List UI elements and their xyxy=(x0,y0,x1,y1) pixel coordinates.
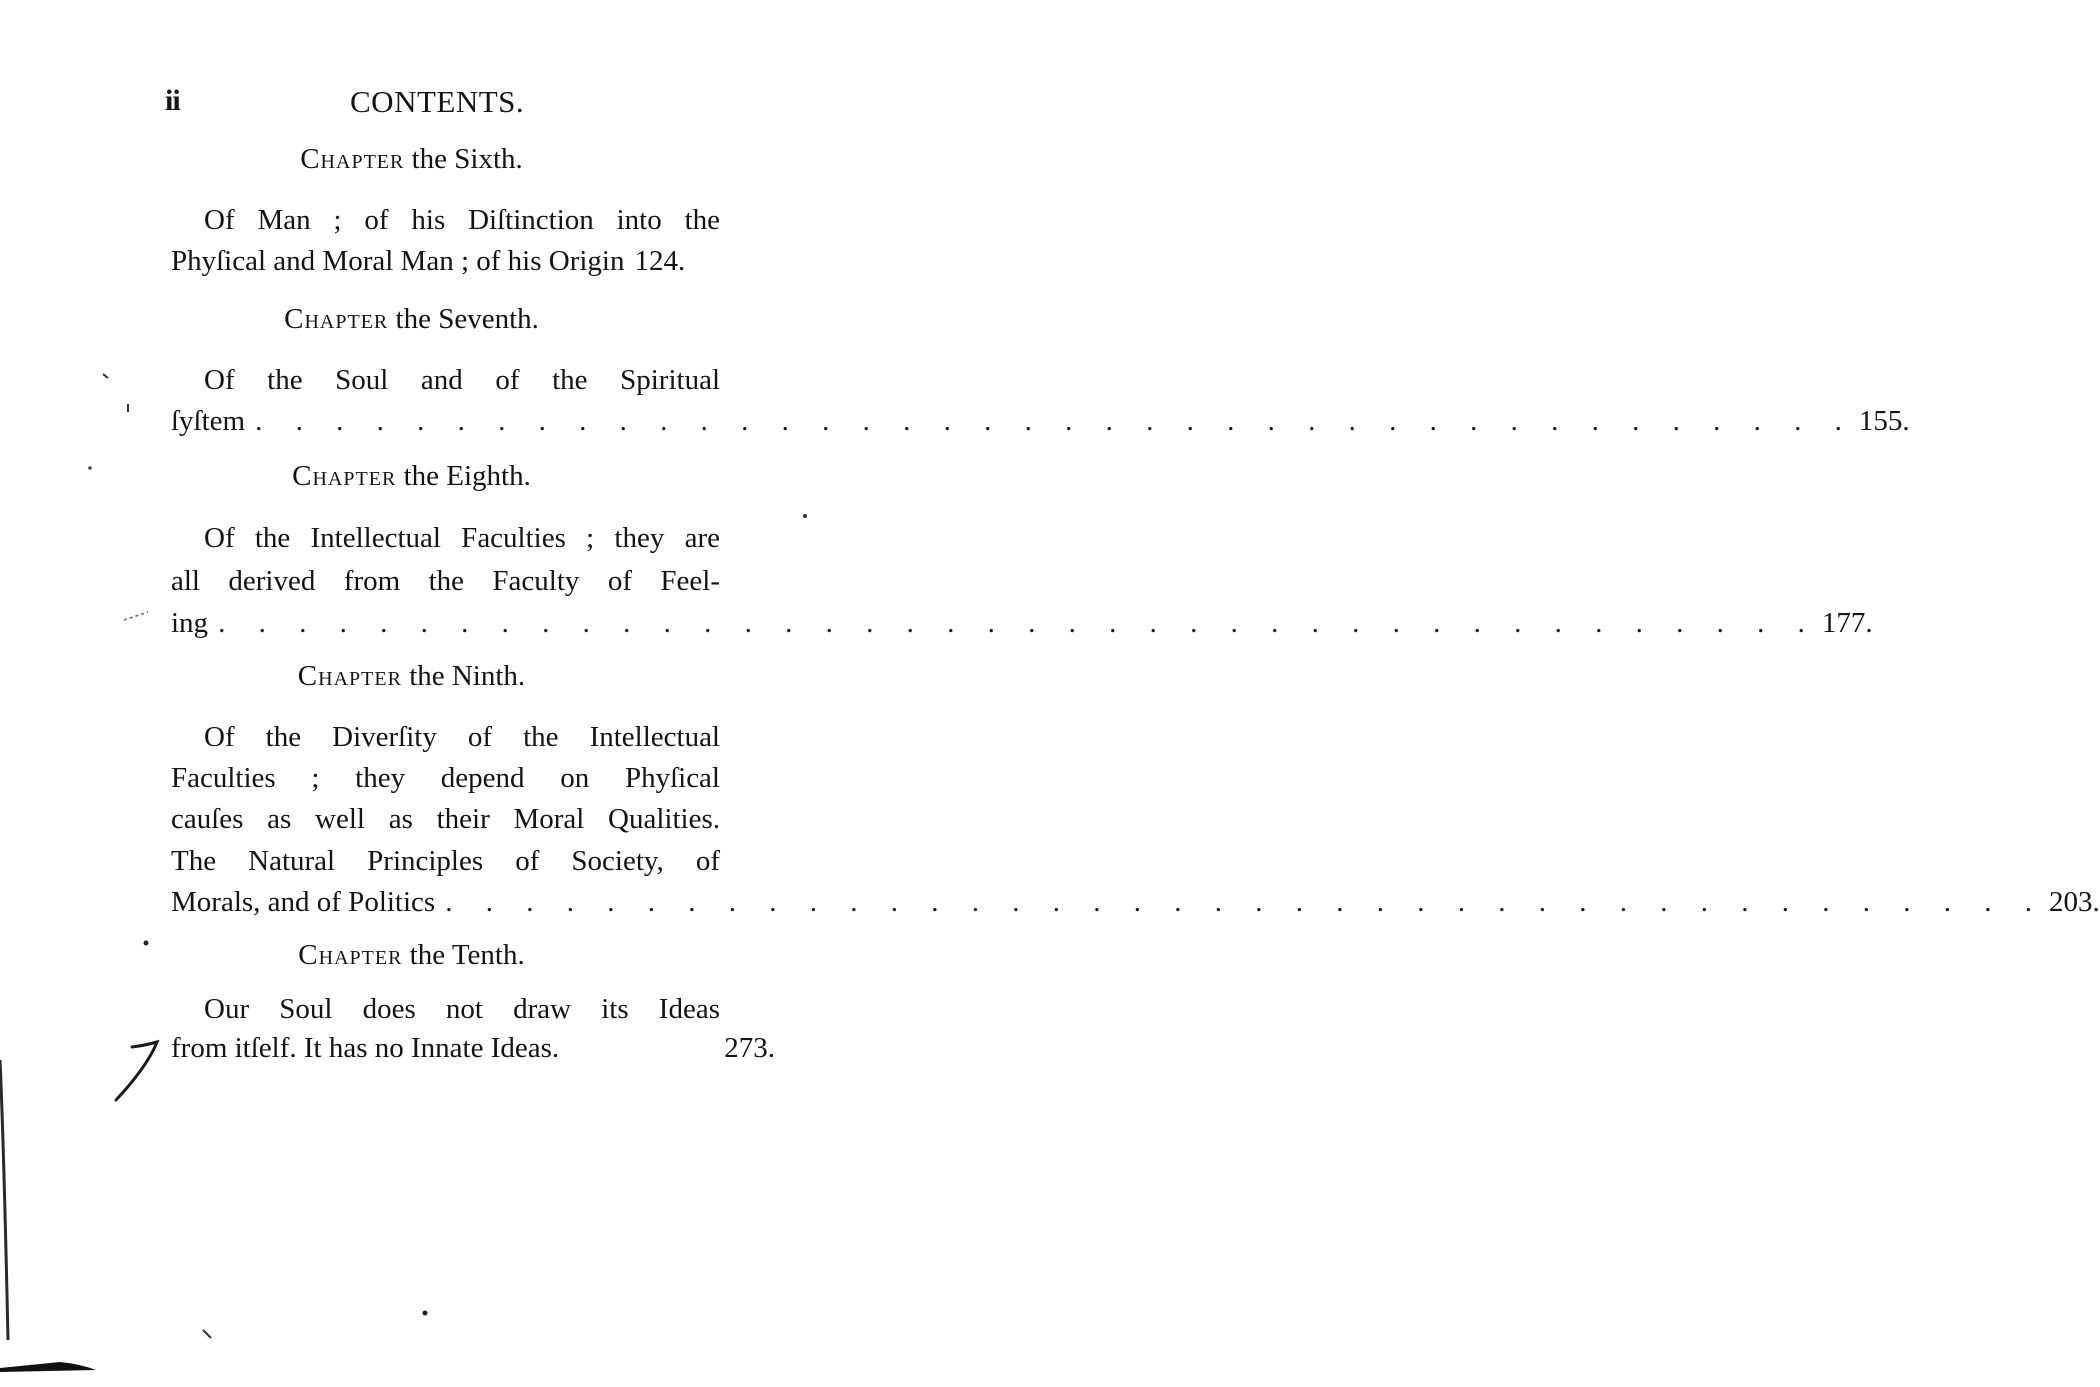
entry-page-ref: 177. xyxy=(1821,607,1873,639)
dot-leader: . . . . . . . . . . . . . . . . . . . . . . . . . . . . . . . . . . . . . . . . xyxy=(218,607,1818,639)
chapter-ordinal: the Seventh. xyxy=(388,303,539,335)
entry-line: Morals, and of Politics xyxy=(171,886,436,918)
entry-leader-line xyxy=(171,401,1910,441)
chapter-word: Chapter xyxy=(297,660,402,692)
entry-line: Of the Soul and of the Spiritual xyxy=(204,364,720,396)
page-title: CONTENTS. xyxy=(350,84,525,119)
entry-line: ſyſtem xyxy=(171,405,246,437)
dot-leader: . . . . . . . . . . . . . . . . . . . . . . . . . . . . . . . . . . . . . . . . xyxy=(445,886,2045,918)
chapter-ordinal: the Sixth. xyxy=(404,143,523,175)
entry-line: Phyſical and Moral Man ; of his Origin xyxy=(171,245,625,277)
chapter-heading-sixth xyxy=(0,143,823,176)
entry-page-ref: 124. xyxy=(634,245,686,277)
entry-page-ref: 155. xyxy=(1858,405,1910,437)
entry-line: The Natural Principles of Society, of xyxy=(171,845,720,877)
chapter-ordinal: the Eighth. xyxy=(396,460,531,492)
handwritten-seven-mark xyxy=(116,1042,157,1100)
entry-leader-line xyxy=(171,1028,775,1068)
edge-tick xyxy=(103,374,108,378)
chapter-heading-seventh xyxy=(0,303,823,336)
entry-line: cauſes as well as their Moral Qualities. xyxy=(171,803,720,835)
chapter-word: Chapter xyxy=(298,939,403,971)
chapter-heading-eighth xyxy=(0,460,823,493)
page-edge-shadow xyxy=(0,1060,8,1340)
chapter-word: Chapter xyxy=(292,460,397,492)
speck xyxy=(803,514,807,518)
chapter-heading-ninth xyxy=(0,660,823,693)
page-number: ii xyxy=(165,84,180,117)
entry-line: from itſelf. It has no Innate Ideas. xyxy=(171,1032,560,1064)
chapter-word: Chapter xyxy=(284,303,389,335)
chapter-heading-tenth xyxy=(0,939,823,972)
running-head xyxy=(165,84,725,124)
edge-tick xyxy=(124,612,148,620)
entry-line: all derived from the Faculty of Feel- xyxy=(171,565,720,597)
entry-line: Of the Diverſity of the Intellectual xyxy=(204,721,720,753)
entry-line: Our Soul does not draw its Ideas xyxy=(204,993,720,1025)
entry-line: Faculties ; they depend on Phyſical xyxy=(171,762,720,794)
entry-page-ref: 273. xyxy=(724,1032,775,1064)
entry-leader-line xyxy=(171,603,1873,643)
entry-line: Of Man ; of his Diſtinction into the xyxy=(204,204,720,236)
chapter-ordinal: the Ninth. xyxy=(401,660,526,692)
entry-leader-line xyxy=(171,882,2100,922)
dot-leader: . . . . . . . . . . . . . . . . . . . . . . . . . . . . . . . . . . . . . . . . xyxy=(255,405,1855,437)
chapter-word: Chapter xyxy=(300,143,405,175)
speck xyxy=(423,1311,428,1316)
entry-line: Of the Intellectual Faculties ; they are xyxy=(204,522,720,554)
chapter-ordinal: the Tenth. xyxy=(402,939,525,971)
page-corner-blot xyxy=(0,1362,96,1372)
edge-tick xyxy=(203,1330,211,1338)
entry-line: ing xyxy=(171,607,209,639)
entry-page-ref: 203. xyxy=(2048,886,2100,918)
entry-leader-line xyxy=(171,241,775,281)
